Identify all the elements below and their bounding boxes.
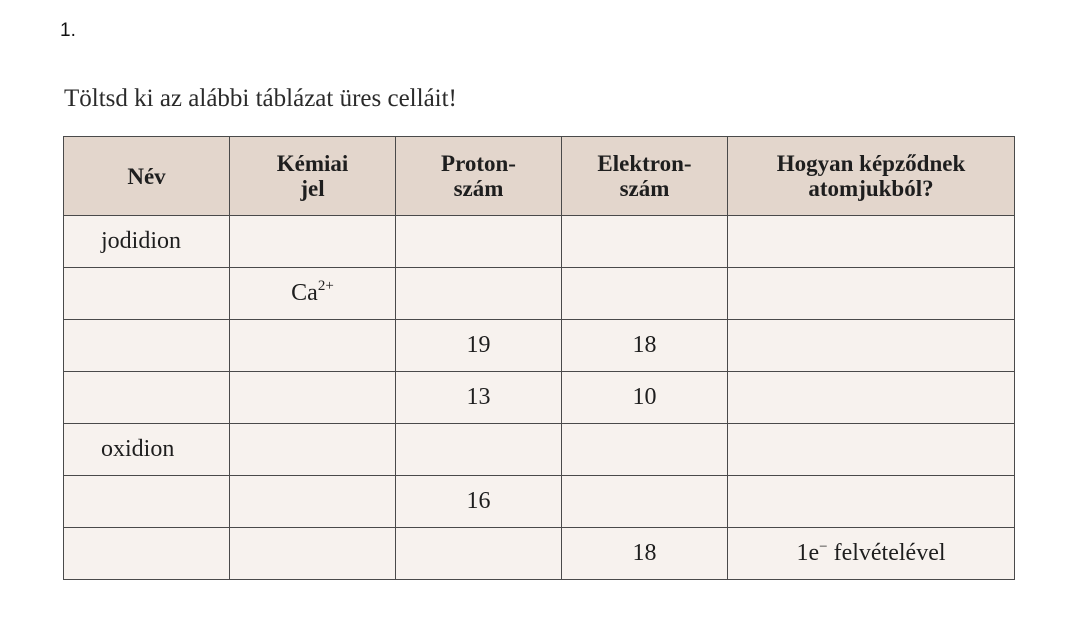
cell-formation[interactable]: 1e− felvételével	[728, 528, 1015, 580]
table-row	[64, 528, 1015, 580]
cell-name[interactable]: jodidion	[64, 216, 230, 268]
table-row	[64, 268, 1015, 320]
cell-protons[interactable]	[396, 528, 562, 580]
cell-protons[interactable]: 16	[396, 476, 562, 528]
cell-formation[interactable]	[728, 216, 1015, 268]
instruction-text: Töltsd ki az alábbi táblázat üres celláit!	[64, 85, 457, 112]
cell-electrons[interactable]	[562, 424, 728, 476]
header-formation: Hogyan képződnek atomjukból?	[728, 137, 1015, 216]
cell-formation[interactable]	[728, 320, 1015, 372]
table-row	[64, 320, 1015, 372]
cell-electrons[interactable]	[562, 216, 728, 268]
cell-symbol[interactable]	[230, 216, 396, 268]
cell-protons[interactable]: 19	[396, 320, 562, 372]
cell-protons[interactable]	[396, 216, 562, 268]
cell-electrons[interactable]	[562, 476, 728, 528]
cell-name[interactable]: oxidion	[64, 424, 230, 476]
cell-symbol[interactable]	[230, 372, 396, 424]
cell-symbol[interactable]	[230, 476, 396, 528]
table-row	[64, 216, 1015, 268]
ion-table	[63, 136, 1015, 580]
cell-protons[interactable]	[396, 424, 562, 476]
cell-electrons[interactable]: 18	[562, 320, 728, 372]
cell-name[interactable]	[64, 320, 230, 372]
cell-symbol[interactable]: $Ca^{2+}$	[230, 268, 396, 320]
cell-symbol[interactable]	[230, 424, 396, 476]
table-row	[64, 424, 1015, 476]
cell-electrons[interactable]	[562, 268, 728, 320]
cell-symbol[interactable]	[230, 320, 396, 372]
cell-protons[interactable]: 13	[396, 372, 562, 424]
table-row	[64, 372, 1015, 424]
header-proton-count: Proton- szám	[396, 137, 562, 216]
cell-name[interactable]	[64, 528, 230, 580]
cell-symbol[interactable]	[230, 528, 396, 580]
header-electron-count: Elektron- szám	[562, 137, 728, 216]
cell-electrons[interactable]: 10	[562, 372, 728, 424]
cell-protons[interactable]	[396, 268, 562, 320]
cell-name[interactable]	[64, 268, 230, 320]
cell-formation[interactable]	[728, 268, 1015, 320]
cell-formation[interactable]	[728, 372, 1015, 424]
cell-name[interactable]	[64, 372, 230, 424]
cell-name[interactable]	[64, 476, 230, 528]
header-name: Név	[64, 137, 230, 216]
table-header-row	[64, 137, 1015, 216]
header-symbol: Kémiai jel	[230, 137, 396, 216]
table-row	[64, 476, 1015, 528]
cell-electrons[interactable]: 18	[562, 528, 728, 580]
cell-formation[interactable]	[728, 476, 1015, 528]
task-number: 1.	[60, 20, 76, 41]
cell-formation[interactable]	[728, 424, 1015, 476]
